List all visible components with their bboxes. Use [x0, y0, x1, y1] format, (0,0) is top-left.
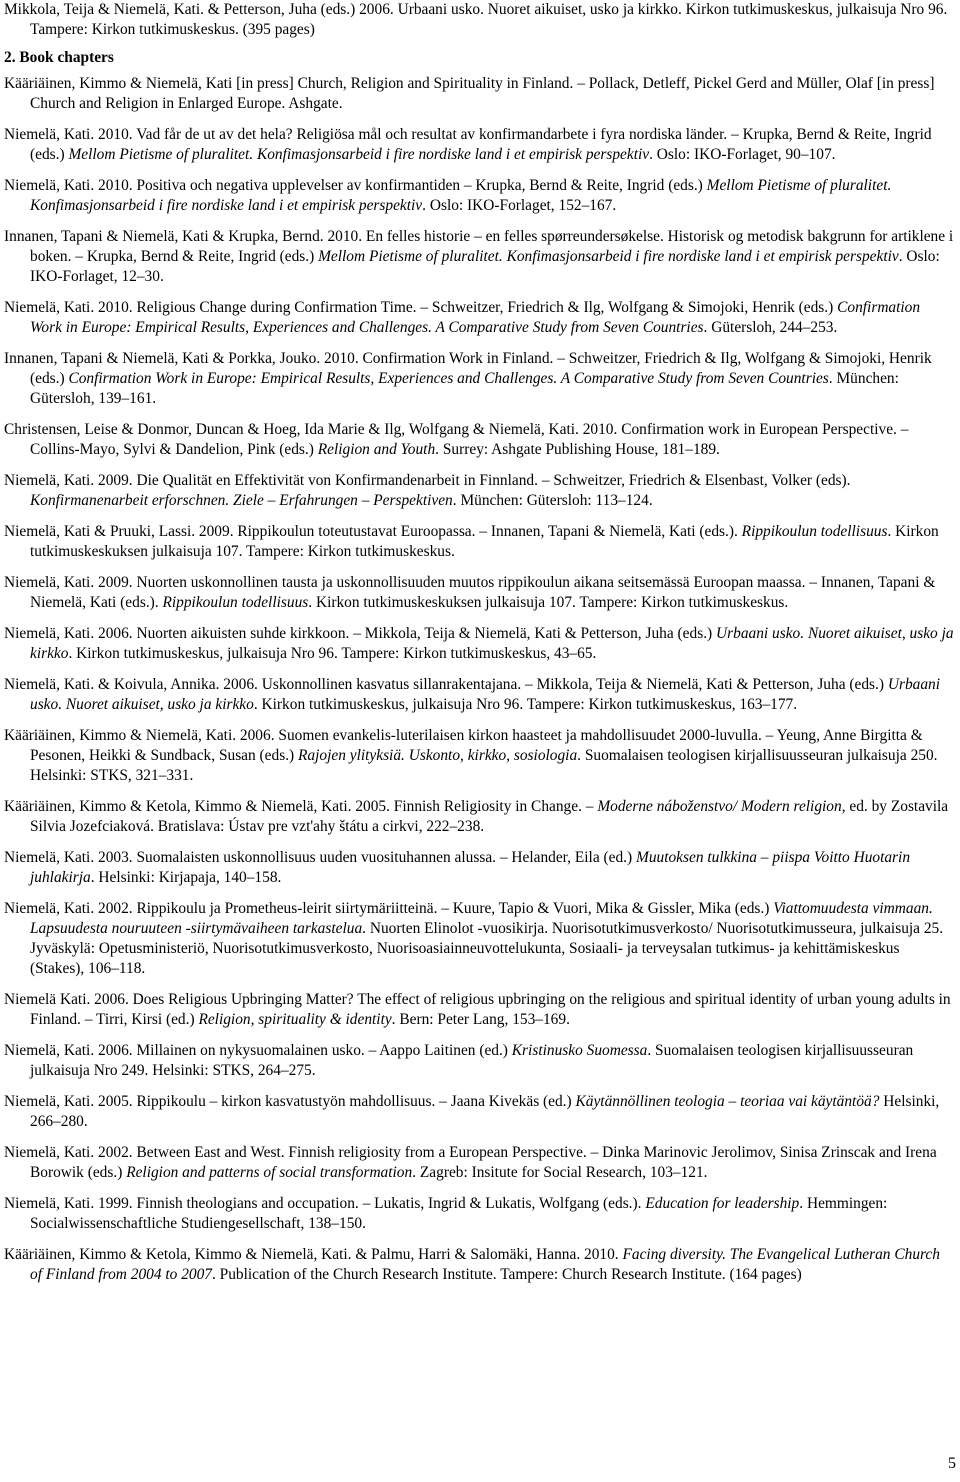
- reference-title: Religion, spirituality & identity: [198, 1011, 392, 1028]
- reference-text: Niemelä, Kati. 1999. Finnish theologians and occupation. – Lukatis, Ingrid & Lukatis, Wolfgang (eds.).: [4, 1195, 646, 1212]
- reference-title: Mellom Pietisme of pluralitet. Konfimasjonsarbeid i fire nordiske land i et empirisk perspektiv: [30, 177, 892, 214]
- reference-text: Innanen, Tapani & Niemelä, Kati & Krupka, Bernd. 2010. En felles historie – en felles spørreundersøkelse. Historisk og metodisk bakgrunn for artiklene i boken. – Krupka, Bernd & Reite, Ingrid (eds.): [4, 228, 954, 265]
- reference-text: Christensen, Leise & Donmor, Duncan & Hoeg, Ida Marie & Ilg, Wolfgang & Niemelä, Kati. 2010. Confirmation work in European Perspective. – Collins-Mayo, Sylvi & Dandelion, Pink (eds.): [4, 421, 909, 458]
- reference-text: . Suomalaisen teologisen kirjallisuusseuran julkaisuja 250. Helsinki: STKS, 321–331.: [30, 747, 938, 784]
- reference-text: , ed. by Zostavila Silvia Jozefciaková. Bratislava: Ústav pre vzt'ahy štátu a cirkvi, 222–238.: [30, 798, 949, 835]
- reference-entry: [4, 176, 954, 216]
- reference-title: Mellom Pietisme of pluralitet. Konfimasjonsarbeid i fire nordiske land i et empirisk perspektiv: [318, 248, 899, 265]
- book-chapters-list: [4, 74, 954, 1285]
- reference-text: . Oslo: IKO-Forlaget, 90–107.: [649, 146, 836, 163]
- reference-text: Kääriäinen, Kimmo & Ketola, Kimmo & Niemelä, Kati. 2005. Finnish Religiosity in Change. –: [4, 798, 598, 815]
- reference-entry: [4, 298, 954, 338]
- reference-entry: [4, 624, 954, 664]
- reference-text: . Bern: Peter Lang, 153–169.: [391, 1011, 570, 1028]
- reference-entry: [4, 0, 954, 40]
- reference-text: Niemelä, Kati. 2002. Between East and West. Finnish religiosity from a European Perspective. – Dinka Marinovic Jerolimov, Sinisa Zrinscak and Irena Borowik (eds.): [4, 1144, 937, 1181]
- reference-text: . Zagreb: Insitute for Social Research, 103–121.: [412, 1164, 708, 1181]
- reference-title: Rippikoulun todellisuus: [162, 594, 309, 611]
- reference-text: Kääriäinen, Kimmo & Niemelä, Kati. 2006. Suomen evankelis-luterilaisen kirkon haasteet ja mahdollisuudet 2000-luvulla. – Yeung, Anne Birgitta & Pesonen, Heikki & Sundback, Susan (eds.): [4, 727, 923, 764]
- reference-entry: [4, 349, 954, 409]
- reference-entry: [4, 1041, 954, 1081]
- reference-text: . Gütersloh, 244–253.: [703, 319, 838, 336]
- reference-title: Mellom Pietisme of pluralitet. Konfimasjonsarbeid i fire nordiske land i et empirisk perspektiv: [68, 146, 650, 163]
- reference-title: Facing diversity. The Evangelical Lutheran Church of Finland from 2004 to 2007: [30, 1246, 940, 1283]
- reference-title: Kristinusko Suomessa: [511, 1042, 648, 1059]
- reference-entry: [4, 1092, 954, 1132]
- reference-text: . Oslo: IKO-Forlaget, 152–167.: [422, 197, 617, 214]
- reference-text: Niemelä, Kati. 2010. Positiva och negativa upplevelser av konfirmantiden – Krupka, Bernd & Reite, Ingrid (eds.): [4, 177, 707, 194]
- reference-text: . München: Gütersloh: 113–124.: [452, 492, 653, 509]
- reference-text: Niemelä, Kati. 2005. Rippikoulu – kirkon kasvatustyön mahdollisuus. – Jaana Kivekäs (ed.): [4, 1093, 576, 1110]
- reference-title: Rippikoulun todellisuus: [741, 523, 888, 540]
- reference-text: Mikkola, Teija & Niemelä, Kati. & Petterson, Juha (eds.) 2006. Urbaani usko. Nuoret aikuiset, usko ja kirkko. Kirkon tutkimuskeskus, julkaisuja Nro 96. Tampere: Kirkon tutkimuskeskus. (395 pages): [4, 1, 948, 38]
- reference-entry: [4, 74, 954, 114]
- reference-entry: [4, 1245, 954, 1285]
- reference-title: Religion and Youth: [317, 441, 436, 458]
- reference-text: Niemelä, Kati. 2010. Vad får de ut av det hela? Religiösa mål och resultat av konfirmandarbete i fyra nordiska länder. – Krupka, Bernd & Reite, Ingrid (eds.): [4, 126, 932, 163]
- reference-title: Urbaani usko. Nuoret aikuiset, usko ja kirkko: [30, 625, 954, 662]
- reference-text: . Publication of the Church Research Institute. Tampere: Church Research Institute. (164 pages): [211, 1266, 802, 1283]
- reference-text: Niemelä, Kati. 2002. Rippikoulu ja Prometheus-leirit siirtymäriitteinä. – Kuure, Tapio & Vuori, Mika & Gissler, Mika (eds.): [4, 900, 774, 917]
- reference-title: Education for leadership: [645, 1195, 800, 1212]
- reference-title: Confirmation Work in Europe: Empirical Results, Experiences and Challenges. A Comparative Study from Seven Countries: [30, 299, 921, 336]
- reference-entry: [4, 726, 954, 786]
- page-number: 5: [948, 1455, 956, 1472]
- reference-text: Niemelä Kati. 2006. Does Religious Upbringing Matter? The effect of religious upbringing on the religious and spiritual identity of urban young adults in Finland. – Tirri, Kirsi (ed.): [4, 991, 951, 1028]
- reference-title: Confirmation Work in Europe: Empirical Results, Experiences and Challenges. A Comparative Study from Seven Countries: [68, 370, 829, 387]
- reference-text: Niemelä, Kati. 2009. Nuorten uskonnollinen tausta ja uskonnollisuuden muutos rippikoulun aikana seitsemässä Euroopan maassa. – Innanen, Tapani & Niemelä, Kati (eds.).: [4, 574, 936, 611]
- reference-text: . Helsinki: Kirjapaja, 140–158.: [90, 869, 282, 886]
- publication-list-top: [4, 0, 954, 40]
- reference-text: . München: Gütersloh, 139–161.: [30, 370, 899, 407]
- reference-text: Niemelä, Kati. 2006. Millainen on nykysuomalainen usko. – Aappo Laitinen (ed.): [4, 1042, 512, 1059]
- reference-text: . Surrey: Ashgate Publishing House, 181–189.: [435, 441, 720, 458]
- reference-entry: [4, 797, 954, 837]
- reference-text: Niemelä, Kati & Pruuki, Lassi. 2009. Rippikoulun toteutustavat Euroopassa. – Innanen, Tapani & Niemelä, Kati (eds.).: [4, 523, 742, 540]
- reference-title: Moderne náboženstvo/ Modern religion: [597, 798, 842, 815]
- reference-entry: [4, 471, 954, 511]
- reference-text: Niemelä, Kati. & Koivula, Annika. 2006. Uskonnollinen kasvatus sillanrakentajana. – Mikkola, Teija & Niemelä, Kati & Petterson, Juha (eds.): [4, 676, 888, 693]
- reference-entry: [4, 573, 954, 613]
- reference-title: Muutoksen tulkkina – piispa Voitto Huotarin juhlakirja: [30, 849, 911, 886]
- reference-entry: [4, 1194, 954, 1234]
- reference-title: Religion and patterns of social transformation: [126, 1164, 413, 1181]
- reference-title: Käytännöllinen teologia – teoriaa vai käytäntöä?: [575, 1093, 880, 1110]
- reference-text: . Kirkon tutkimuskeskuksen julkaisuja 107. Tampere: Kirkon tutkimuskeskus.: [30, 523, 939, 560]
- reference-text: Innanen, Tapani & Niemelä, Kati & Porkka, Jouko. 2010. Confirmation Work in Finland. – Schweitzer, Friedrich & Ilg, Wolfgang & Simojoki, Henrik (eds.): [4, 350, 932, 387]
- reference-entry: [4, 125, 954, 165]
- reference-text: . Kirkon tutkimuskeskus, julkaisuja Nro 96. Tampere: Kirkon tutkimuskeskus, 43–65.: [68, 645, 597, 662]
- reference-text: . Suomalaisen teologisen kirjallisuusseuran julkaisuja Nro 249. Helsinki: STKS, 264–275.: [30, 1042, 914, 1079]
- reference-entry: [4, 675, 954, 715]
- reference-text: Niemelä, Kati. 2009. Die Qualität en Effektivität von Konfirmandenarbeit in Finnland. – Schweitzer, Friedrich & Elsenbast, Volker (eds).: [4, 472, 851, 489]
- reference-title: Urbaani usko. Nuoret aikuiset, usko ja kirkko: [30, 676, 941, 713]
- section-heading: 2. Book chapters: [4, 49, 114, 66]
- reference-text: Niemelä, Kati. 2010. Religious Change during Confirmation Time. – Schweitzer, Friedrich & Ilg, Wolfgang & Simojoki, Henrik (eds.): [4, 299, 838, 316]
- reference-title: Konfirmanenarbeit erforschnen. Ziele – Erfahrungen – Perspektiven: [30, 492, 453, 509]
- reference-entry: [4, 227, 954, 287]
- reference-text: . Oslo: IKO-Forlaget, 12–30.: [30, 248, 940, 285]
- reference-title: Rajojen ylityksiä. Uskonto, kirkko, sosiologia: [298, 747, 578, 764]
- reference-text: Niemelä, Kati. 2006. Nuorten aikuisten suhde kirkkoon. – Mikkola, Teija & Niemelä, Kati & Petterson, Juha (eds.): [4, 625, 717, 642]
- reference-text: . Nuorten Elinolot -vuosikirja. Nuorisotutkimusverkosto/ Nuorisotutkimusseura, julkaisuja 25. Jyväskylä: Opetusministeriö, Nuorisotutkimusverkosto, Nuorisoasiainneuvottelukunta, Sosiaali- ja terveysalan tutkimus- ja kehittämiskeskus (Stakes), 106–118.: [30, 920, 944, 977]
- document-page: [4, 0, 954, 1296]
- reference-entry: [4, 990, 954, 1030]
- reference-text: . Hemmingen: Socialwissenschaftliche Studiengesellschaft, 138–150.: [30, 1195, 888, 1232]
- reference-text: . Kirkon tutkimuskeskuksen julkaisuja 107. Tampere: Kirkon tutkimuskeskus.: [308, 594, 789, 611]
- reference-entry: [4, 420, 954, 460]
- reference-text: Kääriäinen, Kimmo & Niemelä, Kati [in press] Church, Religion and Spirituality in Finland. – Pollack, Detleff, Pickel Gerd and Müller, Olaf [in press] Church and Religion in Enlarged Europe. Ashgate.: [4, 75, 935, 112]
- reference-entry: [4, 1143, 954, 1183]
- reference-entry: [4, 848, 954, 888]
- reference-text: Kääriäinen, Kimmo & Ketola, Kimmo & Niemelä, Kati. & Palmu, Harri & Salomäki, Hanna. 2010.: [4, 1246, 623, 1263]
- reference-entry: [4, 899, 954, 979]
- reference-text: Niemelä, Kati. 2003. Suomalaisten uskonnollisuus uuden vuosituhannen alussa. – Helander, Eila (ed.): [4, 849, 636, 866]
- reference-text: . Kirkon tutkimuskeskus, julkaisuja Nro 96. Tampere: Kirkon tutkimuskeskus, 163–177.: [253, 696, 798, 713]
- reference-entry: [4, 522, 954, 562]
- reference-title: Viattomuudesta vimmaan. Lapsuudesta nouruuteen -siirtymävaiheen tarkastelua: [30, 900, 933, 937]
- reference-text: Helsinki, 266–280.: [30, 1093, 940, 1130]
